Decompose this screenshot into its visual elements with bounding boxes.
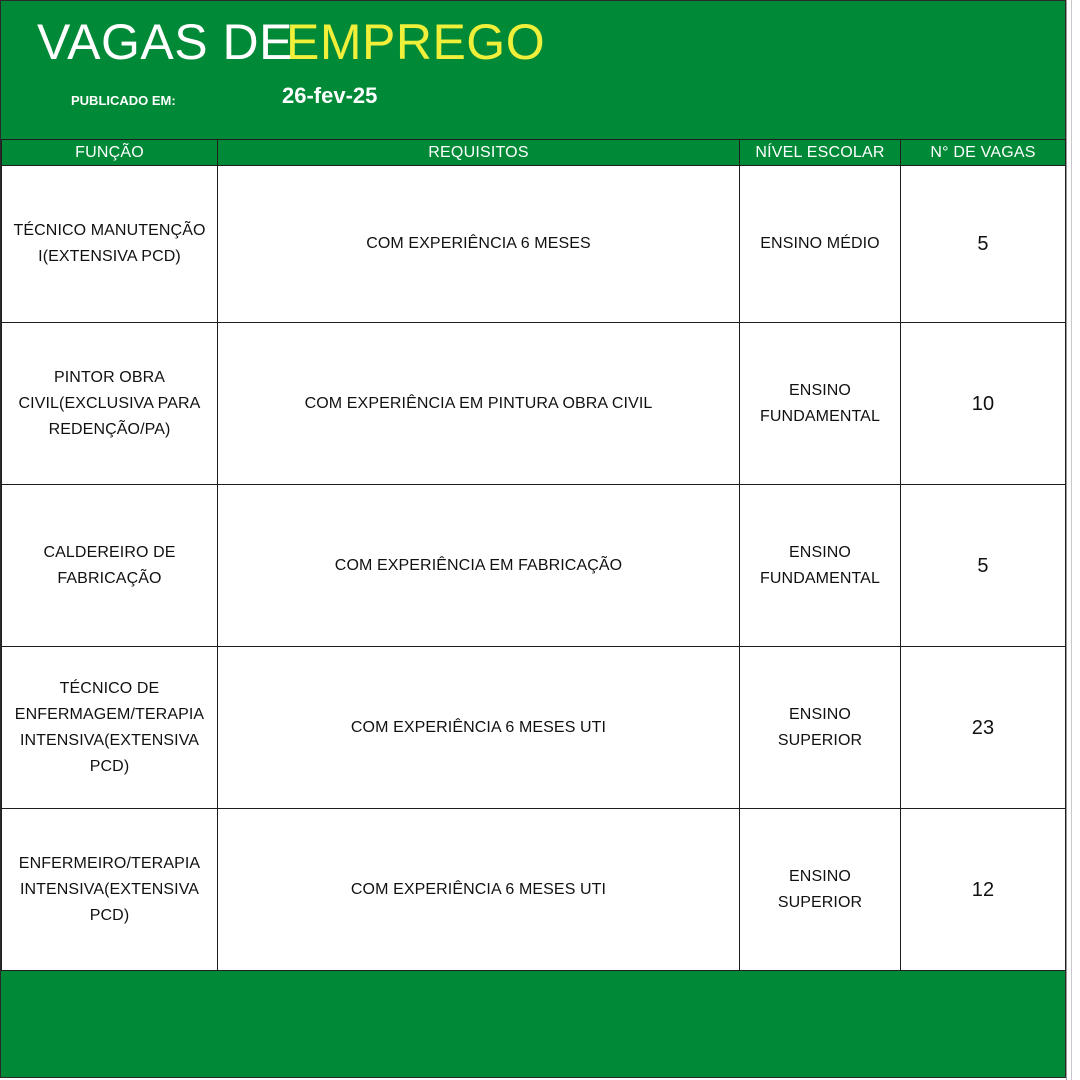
cell-requisitos: COM EXPERIÊNCIA 6 MESES UTI (218, 809, 740, 971)
cell-requisitos: COM EXPERIÊNCIA EM FABRICAÇÃO (218, 485, 740, 647)
cell-nivel-escolar: ENSINO SUPERIOR (740, 647, 901, 809)
cell-vagas: 12 (901, 809, 1066, 971)
cell-vagas: 5 (901, 485, 1066, 647)
scroll-edge (1066, 0, 1080, 1080)
cell-nivel-escolar: ENSINO FUNDAMENTAL (740, 485, 901, 647)
jobs-table (1, 139, 1066, 971)
table-row (2, 166, 1066, 323)
table-row (2, 647, 1066, 809)
cell-nivel-escolar: ENSINO MÉDIO (740, 166, 901, 323)
table-row (2, 323, 1066, 485)
cell-funcao: ENFERMEIRO/TERAPIA INTENSIVA(EXTENSIVA PCD) (2, 809, 218, 971)
cell-funcao: TÉCNICO DE ENFERMAGEM/TERAPIA INTENSIVA(EXTENSIVA PCD) (2, 647, 218, 809)
cell-requisitos: COM EXPERIÊNCIA EM PINTURA OBRA CIVIL (218, 323, 740, 485)
cell-nivel-escolar: ENSINO FUNDAMENTAL (740, 323, 901, 485)
table-row (2, 485, 1066, 647)
column-header-requisitos: REQUISITOS (218, 140, 740, 166)
title-emprego: EMPREGO (286, 14, 546, 70)
header-banner (1, 1, 1065, 139)
column-header-nivel-escolar: NÍVEL ESCOLAR (740, 140, 901, 166)
edge-divider (1071, 0, 1072, 1080)
column-header-funcao: FUNÇÃO (2, 140, 218, 166)
column-header-vagas: N° DE VAGAS (901, 140, 1066, 166)
footer-banner (1, 971, 1065, 1077)
cell-vagas: 5 (901, 166, 1066, 323)
table-row (2, 809, 1066, 971)
cell-funcao: CALDEREIRO DE FABRICAÇÃO (2, 485, 218, 647)
table-header-row (2, 140, 1066, 166)
cell-funcao: PINTOR OBRA CIVIL(EXCLUSIVA PARA REDENÇÃO/PA) (2, 323, 218, 485)
title-vagas-de: VAGAS DE (37, 14, 293, 70)
published-date: 26-fev-25 (282, 83, 378, 108)
cell-vagas: 10 (901, 323, 1066, 485)
cell-vagas: 23 (901, 647, 1066, 809)
cell-requisitos: COM EXPERIÊNCIA 6 MESES UTI (218, 647, 740, 809)
cell-requisitos: COM EXPERIÊNCIA 6 MESES (218, 166, 740, 323)
cell-funcao: TÉCNICO MANUTENÇÃO I(EXTENSIVA PCD) (2, 166, 218, 323)
published-label: PUBLICADO EM: (71, 93, 176, 108)
cell-nivel-escolar: ENSINO SUPERIOR (740, 809, 901, 971)
